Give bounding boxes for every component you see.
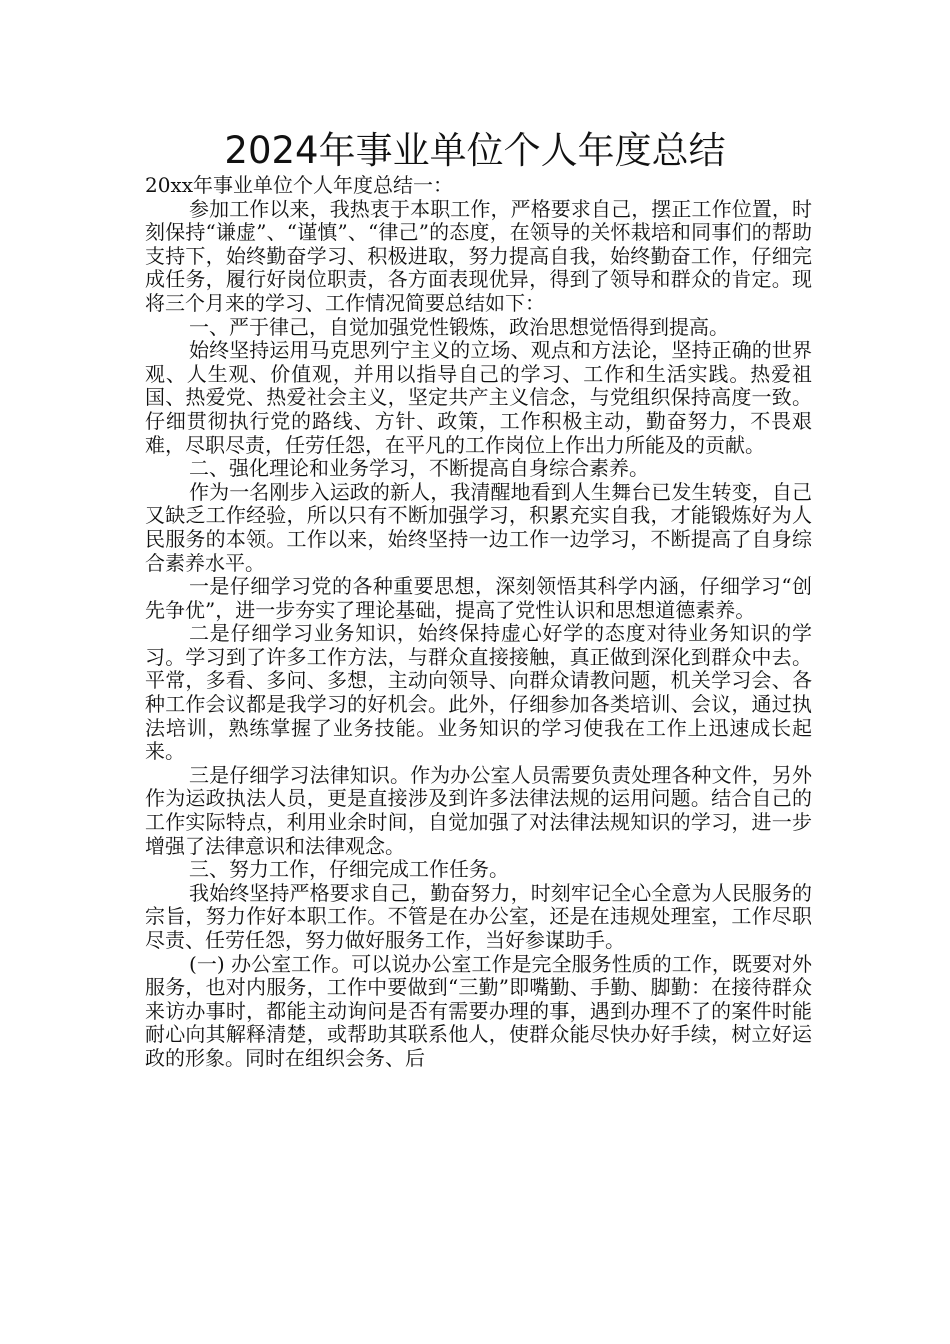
paragraph: 三是仔细学习法律知识。作为办公室人员需要负责处理各种文件，另外作为运政执法人员，更是直接涉及到许多法律法规的运用问题。结合自己的工作实际特点，利用业余时间，自觉加强了对法律法规知识的学习，进一步增强了法律意识和法律观念。 <box>145 762 812 858</box>
section-heading: 二、强化理论和业务学习，不断提高自身综合素养。 <box>189 456 649 481</box>
paragraph: 我始终坚持严格要求自己，勤奋努力，时刻牢记全心全意为人民服务的宗旨，努力作好本职工作。不管是在办公室，还是在违规处理室，工作尽职尽责、任劳任怨，努力做好服务工作，当好参谋助手。 <box>145 880 812 952</box>
paragraph: (一) 办公室工作。可以说办公室工作是完全服务性质的工作，既要对外服务，也对内服务，工作中要做到“三勤”即嘴勤、手勤、脚勤：在接待群众来访办事时，都能主动询问是否有需要办理的事，遇到办理不了的案件时能耐心向其解释清楚，或帮助其联系他人，使群众能尽快办好手续，树立好运政的形象。同时在组织会务、后 <box>145 951 812 1070</box>
paragraph: 二是仔细学习业务知识，始终保持虚心好学的态度对待业务知识的学习。学习到了许多工作方法，与群众直接接触，真正做到深化到群众中去。平常，多看、多问、多想，主动向领导、向群众请教问题，机关学习会、各种工作会议都是我学习的好机会。此外，仔细参加各类培训、会议，通过执法培训，熟练掌握了业务技能。业务知识的学习使我在工作上迅速成长起来。 <box>145 621 812 764</box>
section-heading: 一、严于律己，自觉加强党性锻炼，政治思想觉悟得到提高。 <box>189 314 729 339</box>
paragraph: 参加工作以来，我热衷于本职工作，严格要求自己，摆正工作位置，时刻保持“谦虚”、“谨慎”、“律己”的态度，在领导的关怀栽培和同事们的帮助支持下，始终勤奋学习、积极进取，努力提高自我，始终勤奋工作，仔细完成任务，履行好岗位职责，各方面表现优异，得到了领导和群众的肯定。现将三个月来的学习、工作情况简要总结如下： <box>145 196 812 315</box>
section-heading: 三、努力工作，仔细完成工作任务。 <box>189 857 509 882</box>
paragraph: 20xx年事业单位个人年度总结一： <box>145 173 454 197</box>
paragraph: 始终坚持运用马克思列宁主义的立场、观点和方法论，坚持正确的世界观、人生观、价值观，并用以指导自己的学习、工作和生活实践。热爱祖国、热爱党、热爱社会主义，坚定共产主义信念，与党组织保持高度一致。仔细贯彻执行党的路线、方针、政策，工作积极主动，勤奋努力，不畏艰难，尽职尽责，任劳任怨，在平凡的工作岗位上作出力所能及的贡献。 <box>145 338 812 457</box>
document-body <box>145 174 812 1071</box>
paragraph: 作为一名刚步入运政的新人，我清醒地看到人生舞台已发生转变，自己又缺乏工作经验，所以只有不断加强学习，积累充实自我，才能锻炼好为人民服务的本领。工作以来，始终坚持一边工作一边学习，不断提高了自身综合素养水平。 <box>145 479 812 575</box>
paragraph: 一是仔细学习党的各种重要思想，深刻领悟其科学内涵，仔细学习“创先争优”，进一步夯实了理论基础，提高了党性认识和思想道德素养。 <box>145 574 812 622</box>
document-title: 2024年事业单位个人年度总结 <box>224 129 726 172</box>
